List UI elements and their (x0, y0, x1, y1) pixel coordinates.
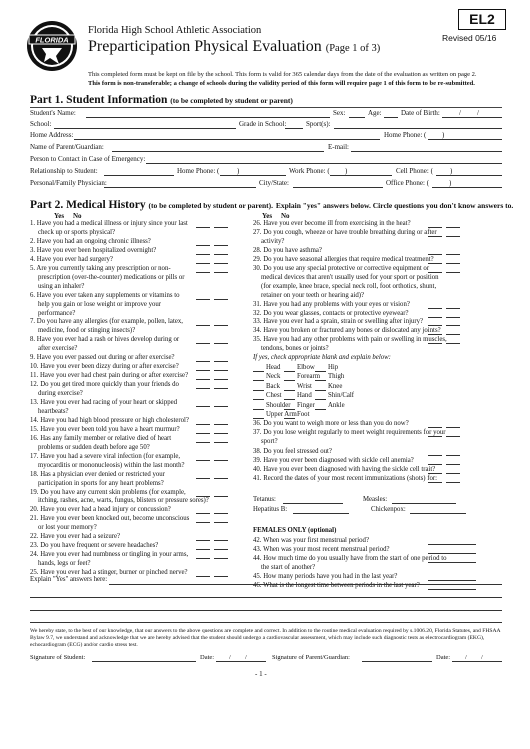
question-text: 11. Have you ever had chest pain during or after exercise? (30, 372, 189, 380)
emergency-contact-field[interactable] (146, 163, 502, 164)
answer-no-blank[interactable] (214, 272, 228, 273)
work-phone-field[interactable] (330, 175, 392, 176)
question-text: 3. Have you ever been hospitalized overnight? (30, 246, 157, 254)
physician-label: Personal/Family Physician: (30, 179, 107, 187)
answer-no-blank[interactable] (214, 513, 228, 514)
answer-yes-blank[interactable] (428, 227, 442, 228)
answer-no-blank[interactable] (214, 299, 228, 300)
answer-no-blank[interactable] (446, 254, 460, 255)
question-text: 23. Do you have frequent or severe headaches? (30, 542, 159, 550)
question-text: after exercise? (38, 345, 78, 353)
question-text: (for example, knee brace, special neck roll, foot orthotics, shunt, (261, 282, 437, 290)
answer-yes-blank[interactable] (196, 513, 210, 514)
home-phone2-field[interactable] (220, 175, 286, 176)
answer-no-blank[interactable] (446, 427, 460, 428)
email-label: E-mail: (328, 143, 349, 151)
question-text: 18. Has a physician ever denied or restricted your (30, 470, 165, 478)
answer-yes-blank[interactable] (196, 433, 210, 434)
divider (30, 107, 502, 108)
page-number: - 1 - (255, 670, 267, 678)
student-signature-field[interactable] (92, 661, 196, 662)
parent-name-label: Name of Parent/Guardian: (30, 143, 104, 151)
question-text: 15. Have you ever been told you have a heart murmur? (30, 425, 180, 433)
physician-field[interactable] (104, 187, 256, 188)
answer-yes-blank[interactable] (428, 455, 442, 456)
question-text: 36. Do you want to weigh more or less than you do now? (253, 420, 409, 427)
office-phone-close: ) (449, 179, 452, 187)
body-part-checkbox[interactable] (253, 390, 264, 391)
question-text: tendons, bones or joints? (261, 345, 329, 353)
answer-no-blank[interactable] (446, 589, 476, 590)
question-text: 17. Have you had a severe viral infection (for example, (30, 452, 181, 460)
answer-yes-blank[interactable] (428, 473, 442, 474)
answer-yes-blank[interactable] (196, 478, 210, 479)
answer-yes-blank[interactable] (196, 272, 210, 273)
explain-field-1[interactable] (109, 584, 502, 585)
question-text: 25. Have you ever had a stinger, burner or pinched nerve? (30, 569, 188, 577)
question-text: 9. Have you ever passed out during or after exercise? (30, 354, 175, 362)
answer-no-blank[interactable] (446, 227, 460, 228)
question-text: 26. Have you ever become ill from exercising in the heat? (253, 220, 411, 227)
answer-yes-blank[interactable] (196, 325, 210, 326)
emergency-contact-label: Person to Contact in Case of Emergency: (30, 155, 146, 163)
grade-field[interactable] (285, 128, 303, 129)
question-text: 42. When was your first menstrual period? (253, 537, 369, 544)
no-header-left: No (73, 212, 82, 220)
question-text: 6. Have you ever taken any supplements or vitamins to (30, 291, 180, 299)
answer-yes-blank[interactable] (196, 424, 210, 425)
question-text: 2. Have you had an ongoing chronic illness? (30, 237, 151, 245)
body-part-checkbox[interactable] (284, 418, 295, 419)
measles-label: Measles: (363, 496, 388, 503)
no-header-right: No (281, 212, 290, 220)
body-part-label: Shoulder (266, 401, 291, 409)
sports-field[interactable] (334, 128, 502, 129)
body-part-label: Upper Arm (266, 411, 297, 418)
answer-no-blank[interactable] (214, 370, 228, 371)
home-phone2-label: Home Phone: ( (177, 167, 220, 175)
age-field[interactable] (384, 117, 398, 118)
answer-no-blank[interactable] (214, 254, 228, 255)
answer-no-blank[interactable] (446, 473, 460, 474)
body-check-intro: If yes, check appropriate blank and explain below: (253, 354, 391, 361)
answer-yes-blank[interactable] (196, 388, 210, 389)
body-part-checkbox[interactable] (253, 399, 264, 400)
question-text: 12. Do you get tired more quickly than your friends do (30, 381, 179, 389)
fhsaa-logo (26, 20, 78, 72)
answer-yes-blank[interactable] (428, 334, 442, 335)
body-part-checkbox[interactable] (253, 371, 264, 372)
body-part-label: Back (266, 382, 280, 390)
question-text: 40. Have you ever been diagnosed with having the sickle cell trait? (253, 466, 436, 473)
part2-heading: Part 2. Medical History (to be completed by student or parent). Explain "yes" answers below. Circle questions you don't know answers to. (30, 199, 514, 211)
body-part-label: Shin/Calf (328, 392, 355, 400)
answer-no-blank[interactable] (214, 433, 228, 434)
answer-no-blank[interactable] (214, 424, 228, 425)
body-part-label: Finger (297, 401, 315, 409)
form-title: Preparticipation Physical Evaluation (Page 1 of 3) (88, 38, 381, 55)
answer-no-blank[interactable] (446, 263, 460, 264)
parent-signature-label: Signature of Parent/Guardian: (272, 654, 350, 661)
body-part-label: Forearm (297, 373, 321, 381)
answer-no-blank[interactable] (214, 379, 228, 380)
answer-yes-blank[interactable] (196, 442, 210, 443)
dob-label: Date of Birth: (401, 109, 440, 117)
question-text: 27. Do you cough, wheeze or have trouble breathing during or after (253, 228, 437, 236)
dob-sep-1: / (459, 109, 461, 117)
date-label-2: Date: (436, 654, 451, 661)
answer-yes-blank[interactable] (428, 308, 442, 309)
measles-field[interactable] (392, 503, 456, 504)
revised-date: Revised 05/16 (442, 33, 497, 43)
question-text: 5. Are you currently taking any prescription or non- (30, 264, 171, 272)
body-part-label: Knee (328, 382, 343, 390)
answer-yes-blank[interactable] (196, 549, 210, 550)
question-text: 24. Have you ever had numbness or tingling in your arms, (30, 551, 189, 559)
body-part-label: Elbow (297, 364, 315, 371)
home-phone2-close: ) (237, 167, 240, 175)
body-part-checkbox[interactable] (284, 399, 295, 400)
answer-no-blank[interactable] (446, 482, 460, 483)
answer-no-blank[interactable] (214, 496, 228, 497)
question-text: 21. Have you ever been knocked out, become unconscious (30, 515, 190, 523)
answer-yes-blank[interactable] (428, 263, 442, 264)
body-part-checkbox[interactable] (315, 409, 326, 410)
form-id-badge: EL2 (458, 9, 506, 30)
explain-label: Explain "Yes" answers here: (30, 576, 108, 583)
explain-field-4[interactable] (30, 622, 502, 623)
answer-no-blank[interactable] (446, 464, 460, 465)
svg-text:FLORIDA: FLORIDA (35, 35, 69, 45)
age-label: Age: (368, 109, 382, 117)
body-part-checkbox[interactable] (253, 409, 264, 410)
answer-no-blank[interactable] (214, 478, 228, 479)
answer-yes-blank[interactable] (428, 325, 442, 326)
chickenpox-label: Chickenpox: (371, 506, 406, 513)
body-part-label: Chest (266, 392, 282, 400)
answer-no-blank[interactable] (214, 263, 228, 264)
answer-yes-blank[interactable] (428, 254, 442, 255)
question-text: 32. Do you wear glasses, contacts or protective eyewear? (253, 309, 409, 317)
home-address-label: Home Address: (30, 131, 74, 139)
question-text: 22. Have you ever had a seizure? (30, 533, 121, 541)
answer-yes-blank[interactable] (428, 436, 442, 437)
answer-no-blank[interactable] (214, 343, 228, 344)
intro-transfer: This form is non-transferable; a change of schools during the validity period of this form will require page 1 of this form to be re-submitted. (88, 79, 475, 87)
answer-no-blank[interactable] (214, 540, 228, 541)
body-part-label: Hand (297, 392, 312, 400)
question-text: 4. Have you ever had surgery? (30, 255, 113, 263)
answer-yes-blank[interactable] (196, 227, 210, 228)
question-text: 38. Do you feel stressed out? (253, 447, 332, 455)
question-text: 31. Have you had any problems with your eyes or vision? (253, 300, 410, 308)
organization-name: Florida High School Athletic Association (88, 25, 262, 36)
relationship-field[interactable] (104, 175, 174, 176)
student-signature-label: Signature of Student: (30, 654, 86, 661)
answer-no-blank[interactable] (446, 317, 460, 318)
question-text: 1. Have you had a medical illness or injury since your last (30, 220, 188, 227)
answer-yes-blank[interactable] (196, 406, 210, 407)
answer-no-blank[interactable] (214, 558, 228, 559)
body-part-label: Thigh (328, 373, 345, 381)
body-part-label: Wrist (297, 382, 312, 390)
body-part-label: Head (266, 364, 281, 371)
answer-yes-blank[interactable] (196, 540, 210, 541)
home-phone-close: ) (442, 131, 445, 139)
date-label-1: Date: (200, 654, 215, 661)
question-text: retainer on your teeth or hearing aid)? (261, 291, 365, 299)
home-phone-field[interactable] (428, 139, 502, 140)
question-text: using an inhaler? (38, 282, 85, 290)
question-text: 7. Do you have any allergies (for example, pollen, latex, (30, 318, 183, 326)
city-state-label: City/State: (259, 179, 289, 187)
question-text: 41. Record the dates of your most recent immunizations (shots) for: (253, 475, 438, 483)
question-text: 30. Do you use any special protective or corrective equipment or (253, 264, 430, 272)
city-state-field[interactable] (293, 187, 383, 188)
question-text: 20. Have you ever had a head injury or concussion? (30, 506, 171, 514)
hepatitis-label: Hepatitus B: (253, 506, 288, 513)
office-phone-label: Office Phone: ( (386, 179, 430, 187)
part2-instruction: Explain "yes" answers below. Circle questions you don't know answers to. (275, 201, 514, 210)
answer-no-blank[interactable] (214, 549, 228, 550)
question-text: 34. Have you broken or fractured any bones or dislocated any joints? (253, 327, 441, 335)
answer-no-blank[interactable] (214, 245, 228, 246)
date-field-1[interactable] (216, 661, 266, 662)
answer-no-blank[interactable] (214, 361, 228, 362)
part1-heading-note: (to be completed by student or parent) (170, 96, 293, 105)
body-part-checkbox[interactable] (253, 418, 264, 419)
question-text: 28. Do you have asthma? (253, 246, 322, 254)
answer-yes-blank[interactable] (196, 245, 210, 246)
answer-yes-blank[interactable] (196, 460, 210, 461)
students-name-field[interactable] (86, 117, 330, 118)
answer-yes-blank[interactable] (196, 343, 210, 344)
question-text: or lost your memory? (38, 524, 97, 532)
cell-phone-field[interactable] (436, 175, 502, 176)
answer-no-blank[interactable] (446, 308, 460, 309)
body-part-checkbox[interactable] (284, 390, 295, 391)
body-part-checkbox[interactable] (284, 371, 295, 372)
answer-no-blank[interactable] (446, 562, 476, 563)
question-text: 10. Have you ever been dizzy during or after exercise? (30, 363, 179, 371)
answer-yes-blank[interactable] (196, 361, 210, 362)
question-text: prescription (over-the-counter) medications or pills or (38, 273, 185, 281)
home-phone-label: Home Phone: ( (384, 131, 427, 139)
body-part-checkbox[interactable] (253, 380, 264, 381)
body-part-label: Hip (328, 364, 339, 371)
question-text: during exercise? (38, 390, 83, 398)
answer-no-blank[interactable] (214, 522, 228, 523)
question-text: medical devices that aren't usually used for your sport or position (261, 273, 439, 281)
part2-heading-note: (to be completed by student or parent). (148, 201, 273, 210)
answer-no-blank[interactable] (446, 580, 476, 581)
answer-yes-blank[interactable] (196, 496, 210, 497)
answer-yes-blank[interactable] (196, 254, 210, 255)
school-label: School: (30, 120, 52, 128)
question-text: 37. Do you lose weight regularly to meet weight requirements for your (253, 429, 446, 437)
parent-signature-field[interactable] (362, 661, 432, 662)
body-part-checkbox[interactable] (315, 380, 326, 381)
cell-phone-close: ) (450, 167, 453, 175)
question-text: 44. How much time do you usually have from the start of one period to (253, 554, 447, 562)
question-text: itching, rashes, acne, warts, fungus, blisters or pressure sores)? (38, 497, 209, 505)
cell-phone-label: Cell Phone: ( (396, 167, 433, 175)
question-text: medicine, food or stinging insects)? (38, 327, 136, 335)
answer-yes-blank[interactable] (428, 427, 442, 428)
answer-no-blank[interactable] (214, 442, 228, 443)
question-text: 8. Have you ever had a rash or hives develop during or (30, 336, 180, 344)
body-part-label: Foot (297, 411, 310, 418)
question-text: myocarditis or mononucleosis) within the last month? (38, 461, 185, 469)
question-text: 43. When was your most recent menstrual period? (253, 545, 390, 553)
work-phone-close: ) (345, 167, 348, 175)
answer-yes-blank[interactable] (196, 379, 210, 380)
relationship-label: Relationship to Student: (30, 167, 98, 175)
answer-yes-blank[interactable] (196, 299, 210, 300)
sex-field[interactable] (349, 117, 365, 118)
question-text: 29. Do you have seasonal allergies that require medical treatment? (253, 255, 434, 263)
answer-yes-blank[interactable] (428, 343, 442, 344)
answer-yes-blank[interactable] (428, 272, 442, 273)
tetanus-field[interactable] (283, 503, 343, 504)
intro-text (88, 71, 508, 88)
body-part-checkbox[interactable] (315, 390, 326, 391)
body-part-checkbox[interactable] (284, 380, 295, 381)
parent-name-field[interactable] (112, 151, 324, 152)
dob-sep-2: / (477, 109, 479, 117)
part1-heading: Part 1. Student Information (to be completed by student or parent) (30, 94, 293, 106)
answer-yes-blank[interactable] (196, 558, 210, 559)
question-text: help you gain or lose weight or improve your (38, 300, 162, 308)
answer-yes-blank[interactable] (428, 236, 442, 237)
explain-field-3[interactable] (30, 610, 502, 611)
office-phone-field[interactable] (432, 187, 502, 188)
question-text: sport? (261, 438, 278, 446)
students-name-label: Student's Name: (30, 109, 76, 117)
explain-field-2[interactable] (30, 597, 502, 598)
answer-no-blank[interactable] (446, 553, 476, 554)
question-text: the start of another? (261, 563, 316, 571)
answer-yes-blank[interactable] (428, 317, 442, 318)
school-field[interactable] (54, 128, 236, 129)
answer-no-blank[interactable] (214, 460, 228, 461)
question-text: 16. Has any family member or relative died of heart (30, 434, 172, 442)
answer-yes-blank[interactable] (428, 482, 442, 483)
question-text: hands, legs or feet? (38, 560, 91, 568)
question-text: 39. Have you ever been diagnosed with sickle cell anemia? (253, 456, 414, 464)
email-field[interactable] (351, 151, 502, 152)
question-text: 13. Have you ever had racing of your heart or skipped (30, 399, 178, 406)
question-text: 35. Have you had any other problems with pain or swelling in muscles, (253, 336, 447, 344)
answer-no-blank[interactable] (446, 236, 460, 237)
answer-no-blank[interactable] (446, 325, 460, 326)
answer-yes-blank[interactable] (196, 370, 210, 371)
body-part-checkbox[interactable] (315, 371, 326, 372)
body-part-label: Ankle (328, 401, 345, 409)
question-text: heartbeats? (38, 407, 69, 415)
answer-no-blank[interactable] (446, 436, 460, 437)
answer-yes-blank[interactable] (196, 522, 210, 523)
date-field-2[interactable] (452, 661, 502, 662)
answer-yes-blank[interactable] (196, 263, 210, 264)
answer-no-blank[interactable] (446, 455, 460, 456)
grade-label: Grade in School: (239, 120, 287, 128)
body-part-checkbox[interactable] (284, 409, 295, 410)
attestation-statement: We hereby state, to the best of our knowledge, that our answers to the above questions are complete and correct. In addition to the routine medical evaluation required by s.1006.20, Florida Statutes, and FHSAA Bylaw 9.7, we understand and acknowledge that we are hereby advised that the student should undergo a cardiovascular assessment, which may include such diagnostic tests as electrocardiogram (EKG), echocardiogram (ECG) and/or cardio stress test. (30, 628, 501, 649)
question-text: problems or sudden death before age 50? (38, 443, 150, 451)
body-part-checkbox[interactable] (315, 399, 326, 400)
answer-no-blank[interactable] (446, 272, 460, 273)
work-phone-label: Work Phone: ( (289, 167, 330, 175)
page-of: (Page 1 of 3) (325, 43, 381, 54)
answer-no-blank[interactable] (446, 544, 476, 545)
date2-sep-1: / (465, 654, 467, 661)
answer-no-blank[interactable] (446, 343, 460, 344)
question-text: 19. Do you have any current skin problems (for example, (30, 488, 186, 496)
answer-yes-blank[interactable] (196, 576, 210, 577)
date1-sep-1: / (229, 654, 231, 661)
sex-label: Sex: (333, 109, 346, 117)
question-text: 46. What is the longest time between periods in the last year? (253, 581, 420, 589)
yes-header-left: Yes (54, 212, 65, 220)
question-text: 45. How many periods have you had in the last year? (253, 572, 398, 580)
yes-header-right: Yes (262, 212, 273, 220)
females-only-heading: FEMALES ONLY (optional) (253, 527, 337, 534)
sports-label: Sport(s): (306, 120, 331, 128)
tetanus-label: Tetanus: (253, 496, 276, 503)
question-text: participation in sports for any heart problems? (38, 479, 164, 487)
answer-no-blank[interactable] (214, 406, 228, 407)
answer-yes-blank[interactable] (428, 464, 442, 465)
dob-field[interactable] (442, 117, 502, 118)
date1-sep-2: / (245, 654, 247, 661)
question-text: check up or sports physical? (38, 228, 116, 236)
hepatitis-field[interactable] (293, 513, 349, 514)
body-part-label: Neck (266, 373, 281, 381)
date2-sep-2: / (481, 654, 483, 661)
answer-no-blank[interactable] (446, 334, 460, 335)
question-text: 14. Have you had high blood pressure or high cholesterol? (30, 416, 189, 424)
question-text: 33. Have you ever had a sprain, strain or swelling after injury? (253, 318, 424, 326)
chickenpox-field[interactable] (410, 513, 466, 514)
answer-no-blank[interactable] (214, 576, 228, 577)
answer-no-blank[interactable] (214, 325, 228, 326)
question-text: performance? (38, 309, 76, 317)
answer-no-blank[interactable] (214, 388, 228, 389)
answer-no-blank[interactable] (214, 227, 228, 228)
question-text: activity? (261, 237, 285, 245)
intro-validity: This completed form must be kept on file by the school. This form is valid for 365 calendar days from the date of the evaluation as written on page 2. (88, 71, 477, 78)
home-address-field[interactable] (74, 139, 380, 140)
